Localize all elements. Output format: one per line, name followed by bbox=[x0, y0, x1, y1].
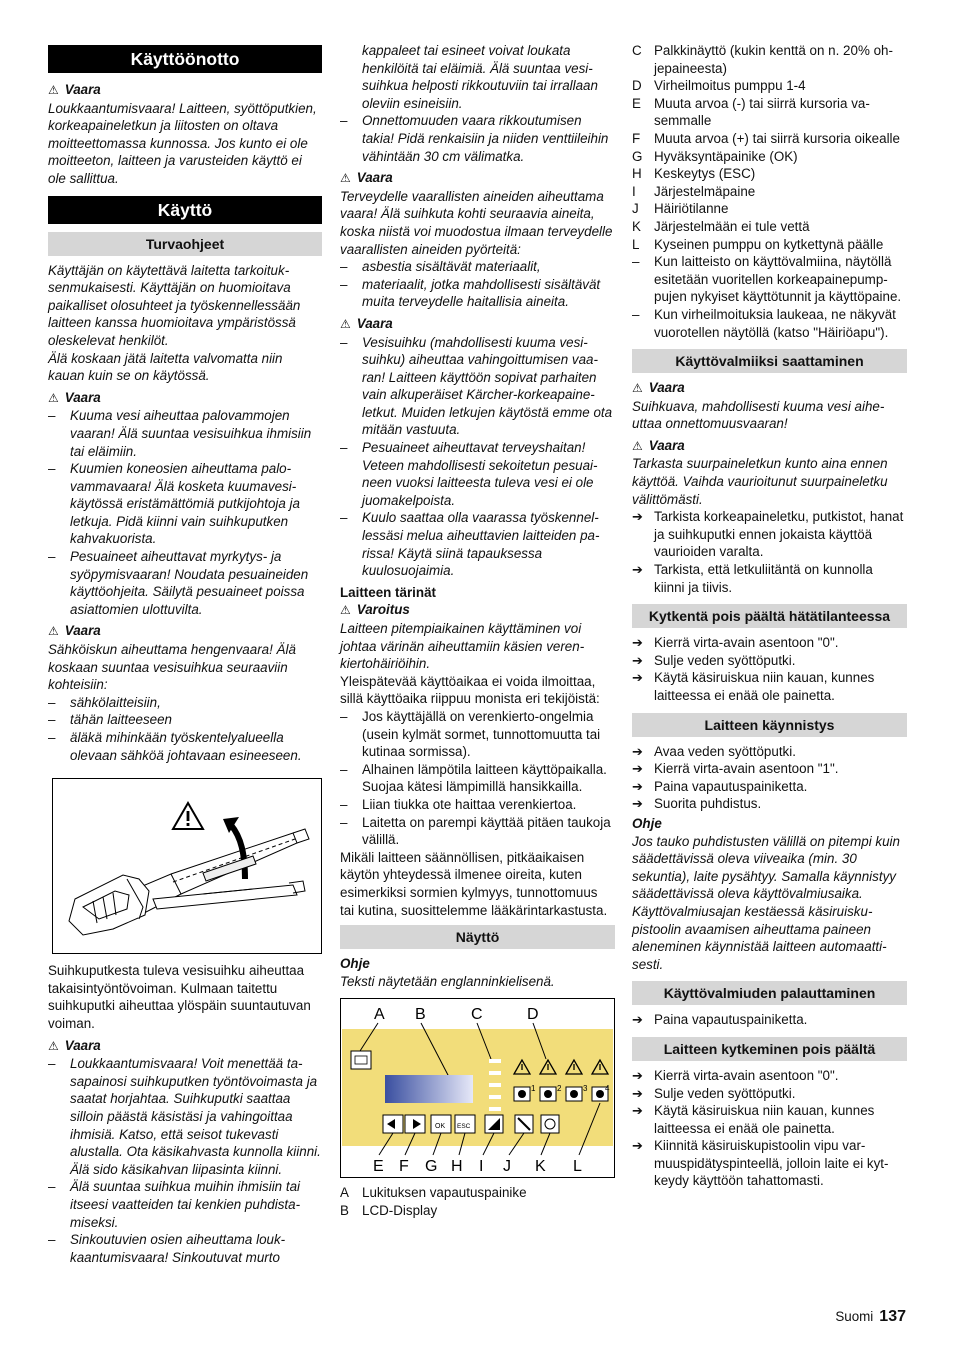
list-item: – äläkä mihinkään työskentelyalueella olevaan sähköä johtavaan esineeseen. bbox=[48, 729, 322, 764]
subheading-kaynnistys: Laitteen käynnistys bbox=[632, 713, 907, 737]
label-f: F bbox=[399, 1158, 409, 1176]
step-item: ➔ Käytä käsiruiskua niin kauan, kunnes laitteessa ei enää ole painetta. bbox=[632, 1102, 907, 1137]
lock-release-button bbox=[351, 1051, 371, 1069]
list-item: – Onnettomuuden vaara rikkoutumisen takia! Pidä renkaisiin ja niiden venttiileihin vähintään 30 cm välimatka. bbox=[340, 112, 615, 165]
subheading-pois-paalta: Laitteen kytkeminen pois päältä bbox=[632, 1037, 907, 1061]
spray-gun-illustration bbox=[53, 779, 315, 951]
note-text: Jos tauko puhdistusten välillä on pitempi kuin säädettävissä oleva viiveaika (min. 30 sekuntia), laite pysähtyy. Samalla käynnistyy säädettävissä oleva käyttövalmiusaika. Käyttövalmiusajan kestäessä käsiruiskupistoolin avaamisen aiheuttama paineen aleneminen käynnistää laitteen automaattisesti. bbox=[632, 833, 900, 972]
subheading-palautus: Käyttövalmiuden palauttaminen bbox=[632, 981, 907, 1005]
warning-icon: ⚠ bbox=[632, 381, 643, 396]
step-item: ➔ Kierrä virta-avain asentoon "0". bbox=[632, 1067, 907, 1085]
legend-item: J Häiriötilanne bbox=[632, 201, 729, 217]
step-item: ➔ Paina vapautuspainiketta. bbox=[632, 1011, 907, 1029]
warning-label: ⚠ Vaara bbox=[48, 389, 101, 405]
list-item: – Kuumien koneosien aiheuttama palovammavaara! Älä kosketa kuumavesikäytössä eristämättömiä putkijohtoja ja letkuja. Pidä kiinni vain suihkuputken kahvakuorista. bbox=[48, 460, 322, 548]
subheading-valmius: Käyttövalmiiksi saattaminen bbox=[632, 349, 907, 373]
pump-number: 2 bbox=[557, 1084, 562, 1094]
warning-text: Terveydelle vaarallisten aineiden aiheuttama vaara! Älä suihkuta kohti seuraavia aineita, koska niistä voi muodostua ilmaan terveydelle vaarallisten aineiden pyörteitä: bbox=[340, 188, 613, 257]
list-item: – Pesuaineet aiheuttavat myrkytys- ja syöpymisvaaran! Noudata pesuaineiden käyttöohjeita. Säilytä pesuaineet poissa asiattomien ulottuvilta. bbox=[48, 548, 322, 618]
list-item: – sähkölaitteisiin, bbox=[48, 694, 322, 712]
legend-item: K Järjestelmään ei tule vettä bbox=[632, 218, 810, 234]
step-item: ➔ Avaa veden syöttöputki. bbox=[632, 743, 907, 761]
note-label: Ohje bbox=[340, 956, 370, 972]
list-item: – Loukkaantumisvaara! Voit menettää tasapainosi suihkuputken työntövoimasta ja saatat horjahtaa. Suihkuputki saattaa silloin päästä käsistäsi ja vahingoittaa ihmisiä. Katso, että seisot tukevasti alustalla. Ota käsikahvasta kunnolla kiinni. Älä sido käsikahvan liipasinta kiinni. bbox=[48, 1055, 322, 1178]
no-water-icon bbox=[541, 1115, 559, 1133]
paragraph: Yleispätevää käyttöaikaa ei voida ilmoittaa, sillä käyttöaika riippuu monista eri tekijöistä: bbox=[340, 673, 600, 707]
paragraph: Käyttäjän on käytettävä laitetta tarkoituksenmukaisesti. Käyttäjän on huomioitava paikalliset olosuhteet ja työskennellessään laitteen kanssa huomioitava ympäristössä oleskelevat henkilöt. bbox=[48, 262, 301, 348]
label-g: G bbox=[425, 1158, 438, 1176]
legend-item: E Muuta arvoa (-) tai siirrä kursoria vasemmalle bbox=[632, 95, 870, 129]
warning-text: Tarkasta suurpaineletkun kunto aina ennen käyttöä. Vaihda vaurioitunut suurpaineletku välittömästi. bbox=[632, 456, 888, 507]
warning-text: Loukkaantumisvaara! Laitteen, syöttöputkien, korkeapaineletkun ja liitosten on oltava moitteettomassa kunnossa. Jos kunto ei ole moitteeton, laitteen ja varusteiden käyttö ei ole sallittua. bbox=[48, 100, 317, 186]
list-item: – Pesuaineet aiheuttavat terveyshaitan! Veteen mahdollisesti sekoitetun pesuaineen vuoksi laitteesta tuleva vesi ei ole juomakelpoista. bbox=[340, 439, 615, 509]
arrow-list bbox=[632, 1011, 907, 1029]
list-item: – Laitetta on parempi käyttää pitäen taukoja välillä. bbox=[340, 814, 615, 849]
legend-item: B LCD-Display bbox=[340, 1202, 438, 1218]
pump-number: 3 bbox=[583, 1084, 588, 1094]
pump-number: 1 bbox=[531, 1084, 536, 1094]
subheading-turvaohjeet: Turvaohjeet bbox=[48, 232, 322, 256]
legend-item: F Muuta arvoa (+) tai siirrä kursoria oikealle bbox=[632, 130, 900, 146]
control-panel-diagram bbox=[341, 999, 614, 1175]
label-j: J bbox=[503, 1158, 511, 1176]
dash-list bbox=[48, 694, 322, 764]
dash-list bbox=[340, 708, 615, 849]
heading-kayttoonotto: Käyttöönotto bbox=[48, 45, 322, 73]
ok-label: OK bbox=[435, 1123, 446, 1131]
dash-list bbox=[632, 253, 907, 341]
step-item: ➔ Kierrä virta-avain asentoon "0". bbox=[632, 634, 907, 652]
list-item: – Kuulo saattaa olla vaarassa työskennellessäsi melua aiheuttavien laitteiden parissa! Käytä siinä tapauksessa kuulosuojaimia. bbox=[340, 509, 615, 579]
note-text: Teksti näytetään englanninkielisenä. bbox=[340, 973, 555, 989]
legend-item: D Virheilmoitus pumppu 1-4 bbox=[632, 78, 806, 94]
label-b: B bbox=[415, 1006, 426, 1024]
dash-list bbox=[340, 334, 615, 580]
list-item: – Jos käyttäjällä on verenkierto-ongelmia (usein kylmät sormet, tunnottomuutta tai kutinaa sormissa). bbox=[340, 708, 615, 761]
list-item: – materiaalit, jotka mahdollisesti sisältävät muita terveydelle haitallisia aineita. bbox=[340, 276, 615, 311]
step-item: ➔ Kierrä virta-avain asentoon "1". bbox=[632, 760, 907, 778]
legend-item: C Palkkinäyttö (kukin kenttä on n. 20% ohjepaineesta) bbox=[632, 43, 893, 76]
label-l: L bbox=[573, 1158, 582, 1176]
warning-label: ⚠ Varoitus bbox=[340, 602, 410, 618]
step-item: ➔ Sulje veden syöttöputki. bbox=[632, 1085, 907, 1103]
warning-text: Suihkuava, mahdollisesti kuuma vesi aiheuttaa onnettomuusvaaran! bbox=[632, 398, 885, 432]
lcd-display bbox=[385, 1075, 473, 1103]
warning-text: Laitteen pitempiaikainen käyttäminen voi johtaa värinän aiheuttamiin käsien verenkiertohäiriöihin. bbox=[340, 621, 585, 672]
label-c: C bbox=[471, 1006, 483, 1024]
label-d: D bbox=[527, 1006, 539, 1024]
list-item: – tähän laitteeseen bbox=[48, 711, 322, 729]
dash-list bbox=[48, 407, 322, 618]
legend-item: I Järjestelmäpaine bbox=[632, 183, 756, 199]
paragraph: Älä koskaan jätä laitetta valvomatta niin kauan kuin se on käytössä. bbox=[48, 350, 283, 384]
warning-label: ⚠ Vaara bbox=[48, 1037, 101, 1053]
list-item: – asbestia sisältävät materiaalit, bbox=[340, 258, 615, 276]
label-e: E bbox=[373, 1158, 384, 1176]
legend-list bbox=[632, 42, 907, 253]
warning-triangle-icon bbox=[173, 803, 203, 829]
bottom-buttons bbox=[383, 1115, 559, 1133]
list-item: – Vesisuihku (mahdollisesti kuuma vesisuihku) aiheuttaa vahingoittumisen vaaran! Laitteen käyttöön sopivat parhaiten vain alkuperäiset Kärcher-korkeapaineletkut. Muiden letkujen käytöstä emme ota mitään vastuuta. bbox=[340, 334, 615, 440]
arrow-list bbox=[632, 743, 907, 813]
warning-icon: ⚠ bbox=[340, 603, 351, 618]
list-item: – Kun laitteisto on käyttövalmiina, näytöllä esitetään vuoritellen korkeapainepumppujen nykyiset käyttötunnit ja käyttöpaine. bbox=[632, 253, 907, 306]
column-2 bbox=[340, 42, 615, 1219]
legend-item: G Hyväksyntäpainike (OK) bbox=[632, 148, 798, 164]
warning-icon: ⚠ bbox=[48, 1038, 59, 1053]
dash-list bbox=[48, 1055, 322, 1266]
arrow-list bbox=[632, 508, 907, 596]
warning-icon: ⚠ bbox=[632, 438, 643, 453]
list-item: – Liian tiukka ote haittaa verenkiertoa. bbox=[340, 796, 615, 814]
label-k: K bbox=[535, 1158, 546, 1176]
warning-label: ⚠ Vaara bbox=[340, 315, 393, 331]
column-1 bbox=[48, 42, 322, 1266]
warning-text: Sähköiskun aiheuttama hengenvaara! Älä koskaan suuntaa vesisuihkua seuraaviin kohteisiin: bbox=[48, 642, 296, 693]
legend-list bbox=[340, 1184, 615, 1219]
paragraph: kappaleet tai esineet voivat loukata henkilöitä tai eläimiä. Älä suuntaa vesisuihkua helposti rikkoutuviin tai irrallaan oleviin esineisiin. bbox=[362, 43, 598, 111]
warning-icon: ⚠ bbox=[48, 83, 59, 97]
paragraph: Suihkuputkesta tuleva vesisuihku aiheuttaa takaisintyöntövoiman. Kulmaan taitettu suihkuputki aiheuttaa ylöspäin suuntautuvan voiman. bbox=[48, 963, 311, 1031]
spray-gun-figure bbox=[52, 778, 322, 954]
warning-label: ⚠ Vaara bbox=[48, 623, 101, 639]
list-item: – Kun virheilmoituksia laukeaa, ne näkyvät vuorotellen näytöllä (katso "Häiriöapu"). bbox=[632, 306, 907, 341]
legend-item: H Keskeytys (ESC) bbox=[632, 166, 756, 182]
step-item: ➔ Sulje veden syöttöputki. bbox=[632, 652, 907, 670]
step-item: ➔ Paina vapautuspainiketta. bbox=[632, 778, 907, 796]
dash-list bbox=[340, 112, 615, 165]
step-item: ➔ Käytä käsiruiskua niin kauan, kunnes laitteessa ei enää ole painetta. bbox=[632, 669, 907, 704]
warning-label: ⚠ Vaara bbox=[48, 82, 101, 97]
list-item: – Älä suuntaa suihkua muihin ihmisiin tai itseesi vaatteiden tai kenkien puhdistamiseksi. bbox=[48, 1178, 322, 1231]
subheading-hatatilanne: Kytkentä pois päältä hätätilanteessa bbox=[632, 604, 907, 628]
column-3 bbox=[632, 42, 907, 1190]
pump-number: 4 bbox=[605, 1084, 610, 1094]
label-i: I bbox=[479, 1158, 484, 1176]
step-item: ➔ Suorita puhdistus. bbox=[632, 795, 907, 813]
step-item: ➔ Tarkista korkeapaineletku, putkistot, hanat ja suihkuputki ennen jokaista käyttöä vaurioiden varalta. bbox=[632, 508, 907, 561]
warning-icon: ⚠ bbox=[340, 316, 351, 331]
legend-item: A Lukituksen vapautuspainike bbox=[340, 1185, 527, 1201]
warning-icon: ⚠ bbox=[48, 624, 59, 639]
warning-icon: ⚠ bbox=[340, 171, 351, 186]
list-item: – Alhainen lämpötila laitteen käyttöpaikalla. Suojaa kätesi lämpimillä hansikkailla. bbox=[340, 761, 615, 796]
heading-kaytto: Käyttö bbox=[48, 196, 322, 224]
gun-handle bbox=[69, 875, 149, 935]
dash-list bbox=[340, 258, 615, 311]
label-a: A bbox=[374, 1006, 385, 1024]
list-item: – Sinkoutuvien osien aiheuttama loukkaantumisvaara! Sinkoutuvat murto bbox=[48, 1231, 322, 1266]
page-footer bbox=[835, 1308, 906, 1326]
warning-label: ⚠ Vaara bbox=[340, 170, 393, 186]
warning-icon: ⚠ bbox=[48, 390, 59, 405]
step-item: ➔ Tarkista, että letkuliitäntä on kunnolla kiinni ja tiivis. bbox=[632, 561, 907, 596]
warning-label: ⚠ Vaara bbox=[632, 437, 685, 453]
page-number: 137 bbox=[879, 1308, 906, 1325]
section-title: Laitteen tärinät bbox=[340, 584, 436, 600]
esc-label: ESC bbox=[457, 1123, 471, 1131]
warning-label: ⚠ Vaara bbox=[632, 380, 685, 396]
step-item: ➔ Kiinnitä käsiruiskupistoolin vipu varmuuspidätyspinteellä, jolloin laite ei kytkeydy käyttöön tahattomasti. bbox=[632, 1137, 907, 1190]
label-h: H bbox=[451, 1158, 463, 1176]
arrow-list bbox=[632, 634, 907, 704]
legend-item: L Kyseinen pumppu on kytkettynä päälle bbox=[632, 236, 884, 252]
arrow-list bbox=[632, 1067, 907, 1190]
subheading-naytto: Näyttö bbox=[340, 925, 615, 949]
control-panel-figure bbox=[340, 998, 615, 1178]
note-label: Ohje bbox=[632, 815, 662, 831]
footer-language: Suomi bbox=[835, 1309, 874, 1324]
list-item: – Kuuma vesi aiheuttaa palovammojen vaaran! Älä suuntaa vesisuihkua ihmisiin tai eläimiin. bbox=[48, 407, 322, 460]
paragraph: Mikäli laitteen säännöllisen, pitkäaikaisen käytön yhteydessä ilmenee oireita, kuten esimerkiksi sormien kylmyys, tunnottomuus tai kutina, suosittelemme lääkärintarkastusta. bbox=[340, 849, 608, 918]
